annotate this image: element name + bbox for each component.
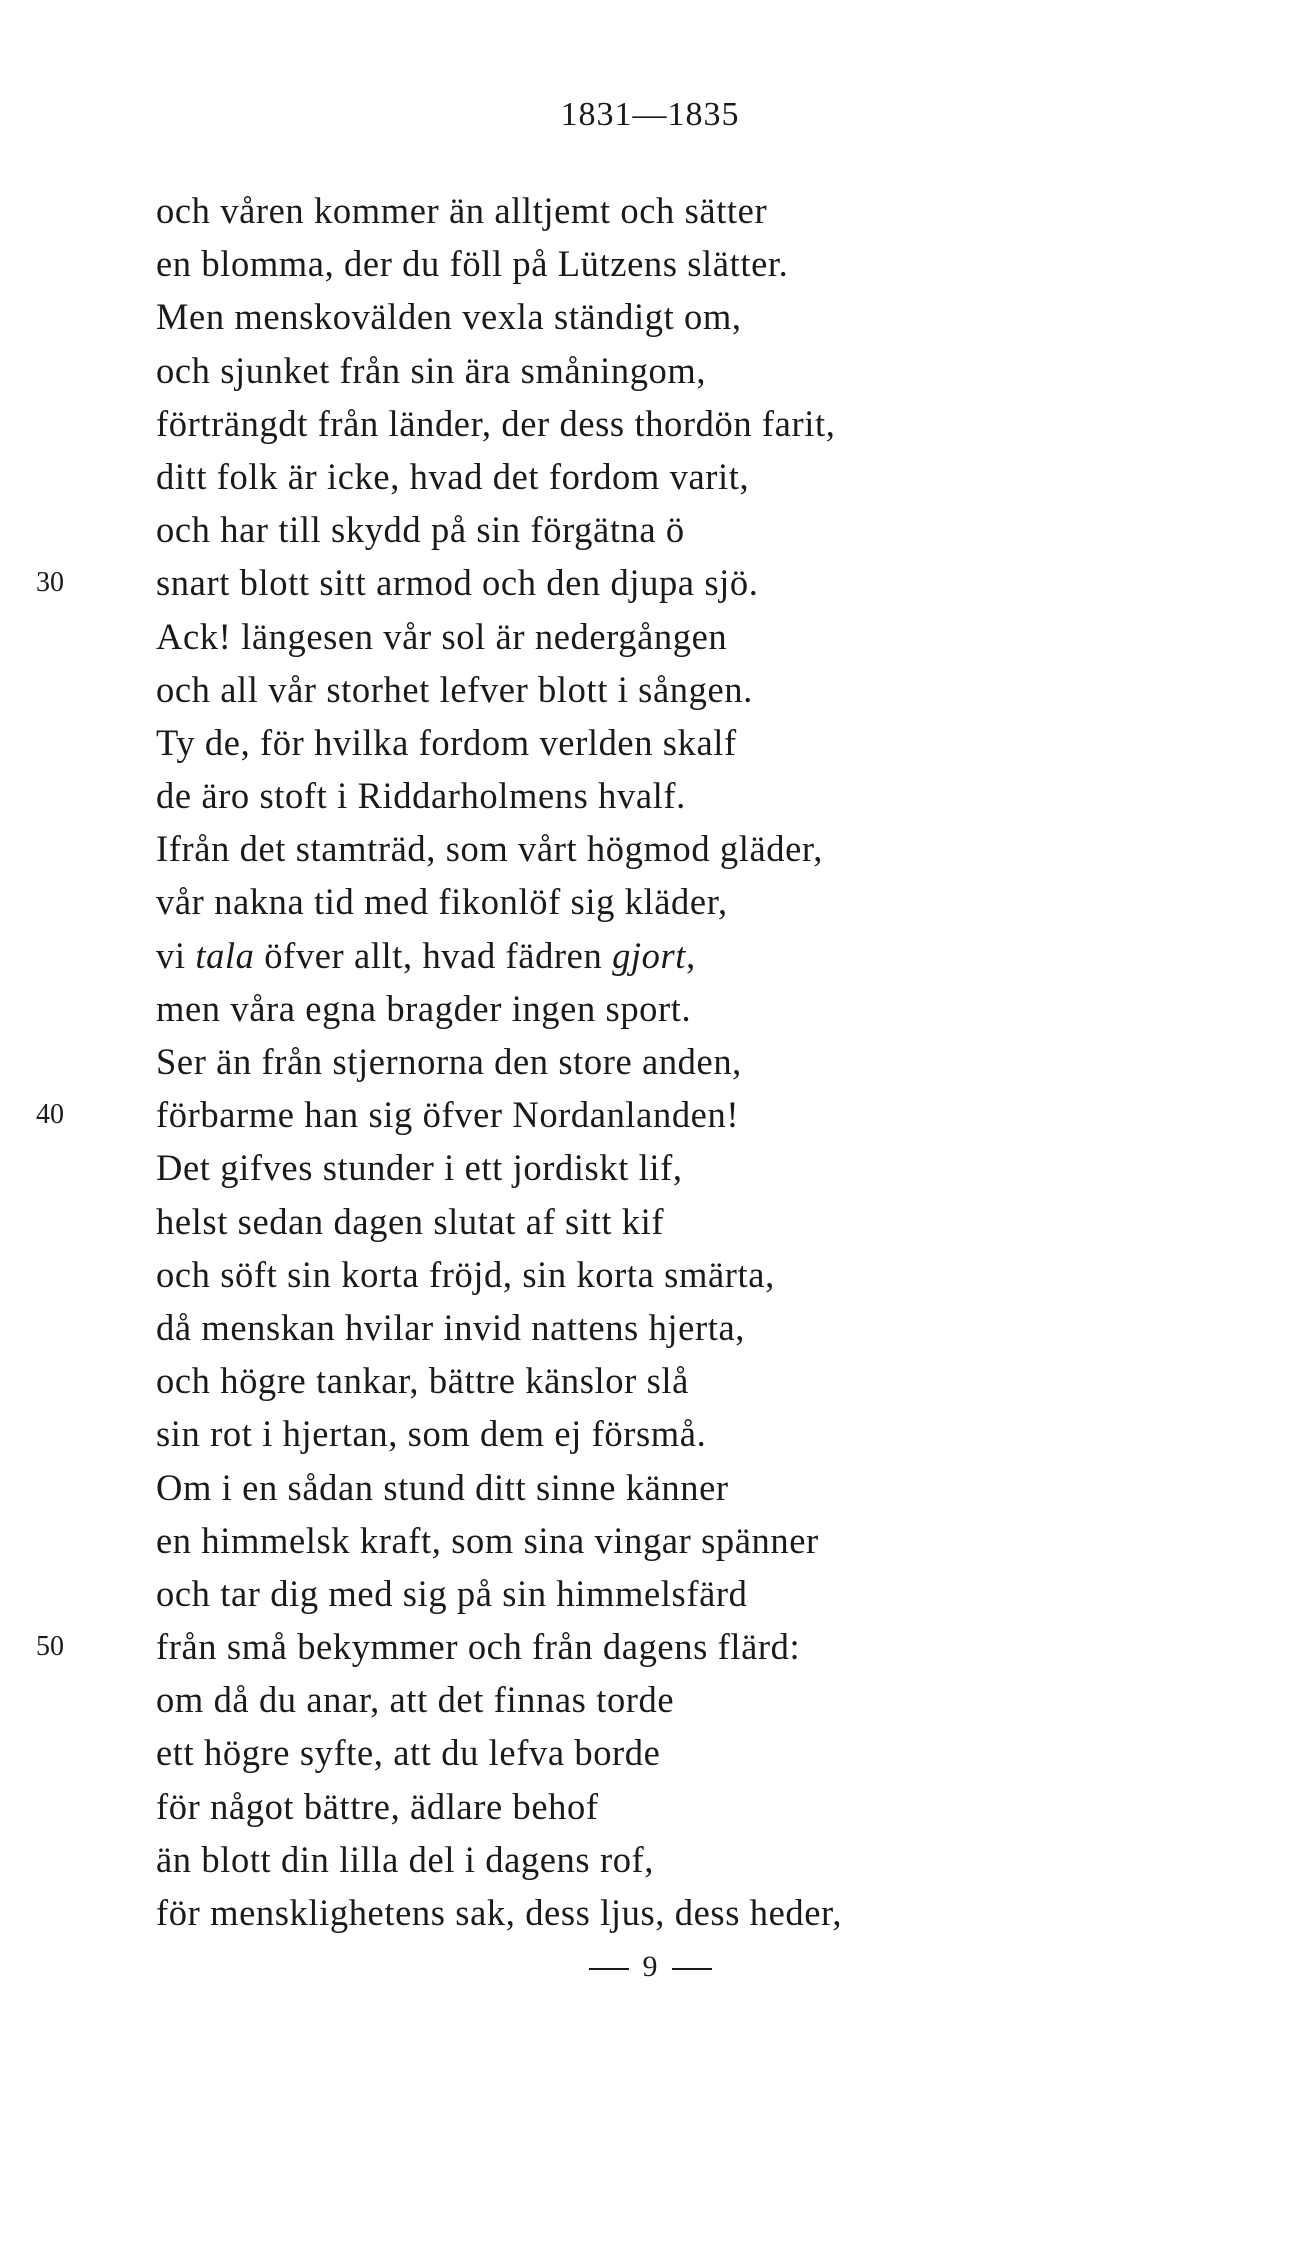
verse-text: sin rot i hjertan, som dem ej försmå.	[156, 1413, 707, 1455]
verse-line	[156, 1195, 1276, 1248]
verse-text: än blott din lilla del i dagens rof,	[156, 1838, 655, 1880]
verse-line	[156, 1567, 1276, 1620]
poem-text	[36, 184, 1276, 1939]
line-number: 50	[36, 1631, 64, 1663]
verse-text: förträngdt från länder, der dess thordön farit,	[156, 402, 836, 444]
page-number	[0, 1950, 1300, 1984]
verse-text: ett högre syfte, att du lefva borde	[156, 1732, 661, 1774]
verse-line	[36, 1620, 1276, 1673]
verse-text: för mensklighetens sak, dess ljus, dess heder,	[156, 1892, 843, 1933]
italic-emphasis: tala	[195, 934, 255, 976]
verse-text: en himmelsk kraft, som sina vingar spänner	[156, 1519, 819, 1561]
verse-line	[156, 1514, 1276, 1567]
verse-text: Ty de, för hvilka fordom verlden skalf	[156, 721, 737, 763]
verse-line	[156, 716, 1276, 769]
verse-text: Ifrån det stamträd, som vårt högmod gläder,	[156, 828, 823, 870]
line-number: 30	[36, 567, 64, 599]
verse-text: om då du anar, att det finnas torde	[156, 1679, 675, 1721]
verse-text-part: vi	[156, 934, 196, 976]
verse-line	[36, 556, 1276, 609]
verse-text: och all vår storhet lefver blott i sången.	[156, 668, 753, 710]
verse-text: Ack! längesen vår sol är nedergången	[156, 615, 728, 657]
verse-text-part: ,	[686, 934, 696, 976]
verse-text-part: öfver allt, hvad fädren	[254, 934, 613, 976]
verse-line	[156, 663, 1276, 716]
verse-line	[156, 769, 1276, 822]
verse-text: från små bekymmer och från dagens flärd:	[156, 1626, 801, 1668]
verse-text: men våra egna bragder ingen sport.	[156, 987, 692, 1029]
verse-line	[156, 1354, 1276, 1407]
verse-text: och söft sin korta fröjd, sin korta smärta,	[156, 1253, 775, 1295]
verse-text: Det gifves stunder i ett jordiskt lif,	[156, 1147, 683, 1189]
folio-dash-left	[589, 1968, 629, 1970]
verse-line	[36, 1088, 1276, 1141]
running-head: 1831—1835	[560, 96, 740, 133]
verse-text: då menskan hvilar invid nattens hjerta,	[156, 1306, 745, 1348]
verse-text: Om i en sådan stund ditt sinne känner	[156, 1466, 729, 1508]
verse-line	[156, 822, 1276, 875]
italic-emphasis: gjort	[612, 934, 687, 976]
verse-text: och tar dig med sig på sin himmelsfärd	[156, 1572, 748, 1614]
verse-line	[156, 237, 1276, 290]
page-number-value: 9	[642, 1950, 658, 1983]
verse-text: en blomma, der du föll på Lützens slätter.	[156, 243, 789, 285]
verse-line	[156, 1407, 1276, 1460]
verse-text: snart blott sitt armod och den djupa sjö.	[156, 562, 759, 604]
verse-line	[156, 397, 1276, 450]
verse-line	[156, 1673, 1276, 1726]
verse-line	[156, 1461, 1276, 1514]
verse-text: för något bättre, ädlare behof	[156, 1785, 599, 1827]
verse-text: och våren kommer än alltjemt och sätter	[156, 190, 768, 231]
verse-line	[156, 290, 1276, 343]
verse-text: ditt folk är icke, hvad det fordom varit,	[156, 455, 750, 497]
verse-line	[156, 610, 1276, 663]
verse-text: Ser än från stjernorna den store anden,	[156, 1041, 742, 1082]
verse-line	[156, 875, 1276, 928]
verse-text: helst sedan dagen slutat af sitt kif	[156, 1200, 665, 1242]
verse-line	[156, 503, 1276, 556]
verse-text: Men menskovälden vexla ständigt om,	[156, 296, 742, 338]
verse-line	[156, 1301, 1276, 1354]
line-number: 40	[36, 1099, 64, 1131]
verse-line	[156, 1248, 1276, 1301]
verse-line	[156, 929, 1276, 982]
verse-line	[156, 1833, 1276, 1886]
verse-text: och sjunket från sin ära småningom,	[156, 349, 707, 391]
verse-line	[156, 1141, 1276, 1194]
verse-line	[156, 1780, 1276, 1833]
verse-text: och har till skydd på sin förgätna ö	[156, 509, 685, 551]
verse-line	[156, 1886, 1276, 1939]
verse-text: vår nakna tid med fikonlöf sig kläder,	[156, 881, 728, 923]
verse-line	[156, 184, 1276, 237]
verse-line	[156, 982, 1276, 1035]
verse-line	[156, 344, 1276, 397]
verse-text: de äro stoft i Riddarholmens hvalf.	[156, 775, 686, 817]
verse-line	[156, 1035, 1276, 1088]
folio-dash-right	[672, 1968, 712, 1970]
verse-text: förbarme han sig öfver Nordanlanden!	[156, 1094, 740, 1136]
verse-text: och högre tankar, bättre känslor slå	[156, 1360, 689, 1402]
verse-line	[156, 450, 1276, 503]
verse-line	[156, 1726, 1276, 1779]
verse-text	[156, 935, 696, 976]
